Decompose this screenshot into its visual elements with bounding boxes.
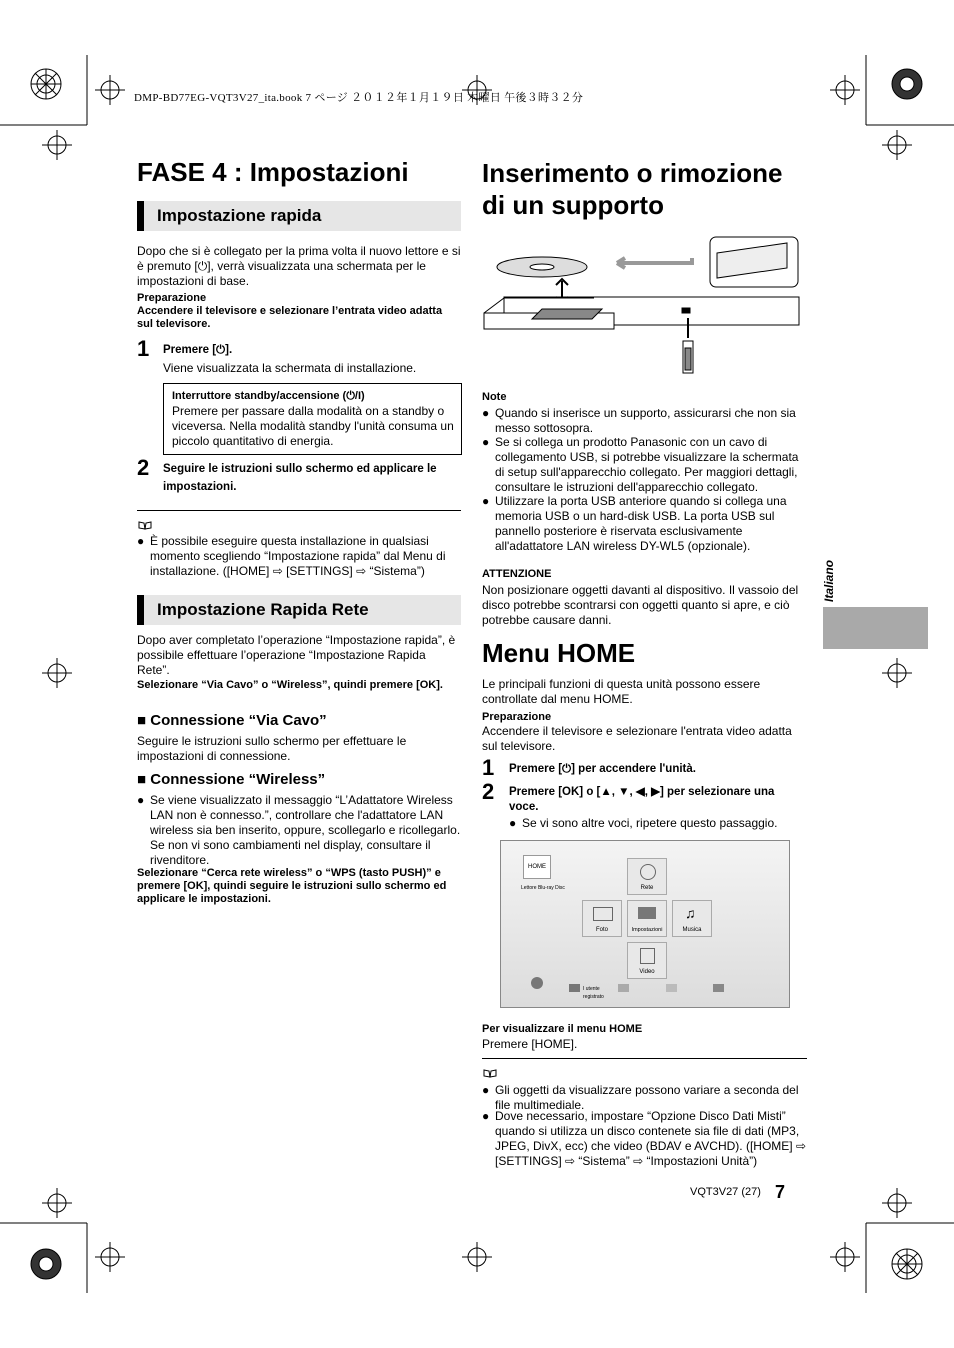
quick-setup-intro: Dopo che si è collegato per la prima volta il nuovo lettore e si è premuto [⏻], verrà visualizzata una schermata per le impostazioni di base.	[137, 244, 461, 288]
menu-item-musica[interactable]: ♫ Musica	[672, 900, 712, 937]
menu-prep-label: Preparazione	[482, 711, 552, 723]
box-text: Premere per passare dalla modalità on a standby o viceversa. Nella modalità standby l'unità consuma un piccolo quantitativo di energia.	[172, 404, 454, 448]
menu-prep-text: Accendere il televisore e selezionare l'entrata video adatta sul televisore.	[482, 724, 792, 753]
prep-text: Accendere il televisore e selezionare l’entrata video adatta sul televisore.	[137, 305, 443, 330]
book-icon	[483, 1069, 497, 1079]
color-key-yellow	[666, 984, 677, 992]
step-desc: Viene visualizzata la schermata di installazione.	[163, 361, 417, 375]
step-number: 2	[482, 779, 495, 804]
prep-label: Preparazione	[137, 292, 207, 304]
menu-intro: Le principali funzioni di questa unità possono essere controllate dal menu HOME.	[482, 677, 761, 706]
menu-home-title: Menu HOME	[482, 638, 636, 668]
wireless-bullet: ● Se viene visualizzato il messaggio “L’Adattatore Wireless LAN non è connesso.”, controllare che l'adattatore LAN wireless sia ben inserito, oppure, scollegarlo e ricollegarlo. Se non vi sono cambiamenti nel display, consultare il rivenditore.	[137, 793, 461, 867]
home-menu-screen	[500, 840, 790, 1008]
cable-text: Seguire le istruzioni sullo schermo per effettuare le impostazioni di connessione.	[137, 734, 407, 763]
color-key-red	[569, 984, 580, 992]
attention-text: Non posizionare oggetti davanti al dispositivo. Il vassoio del disco potrebbe scontrarsi con oggetti quanto si apre, e ciò potrebbe causare danni.	[482, 583, 799, 627]
book-icon	[138, 521, 152, 531]
step-number: 2	[137, 455, 150, 480]
device-label: Lettore Blu-ray Disc	[521, 885, 565, 891]
step-number: 1	[137, 336, 150, 361]
note-label: Note	[482, 391, 507, 403]
print-header: DMP-BD77EG-VQT3V27_ita.book 7 ページ ２０１２年１月１９日 木曜日 午後３時３２分	[134, 92, 584, 104]
menu-item-video[interactable]: Video	[627, 942, 667, 979]
page-number: 7	[775, 1182, 786, 1202]
menu-item-rete[interactable]: Rete	[627, 858, 667, 895]
nav-wheel-icon	[531, 977, 543, 989]
language-tab	[823, 607, 928, 649]
view-home-text: Premere [HOME].	[482, 1037, 578, 1051]
subheading-cable: ■ Connessione “Via Cavo”	[137, 712, 327, 729]
home-label-box: HOME	[523, 855, 551, 879]
step-number: 1	[482, 755, 495, 780]
language-label: Italiano	[822, 559, 836, 602]
menu-item-foto[interactable]: Foto	[582, 900, 622, 937]
doc-code: VQT3V27 (27)	[690, 1186, 761, 1198]
divider	[137, 510, 461, 511]
select-instruction: Selezionare “Via Cavo” o “Wireless”, quindi premere [OK].	[137, 679, 443, 691]
section-heading-quick-setup: Impostazione rapida	[137, 201, 461, 231]
step-title: Premere [⏻] per accendere l'unità.	[509, 763, 696, 775]
insert-title: Inserimento o rimozione di un supporto	[482, 158, 783, 220]
box-title: Interruttore standby/accensione (⏻/I)	[172, 390, 365, 402]
view-home-label: Per visualizzare il menu HOME	[482, 1023, 643, 1035]
wps-instruction: Selezionare “Cerca rete wireless” o “WPS (tasto PUSH)” e premere [OK], quindi seguire le istruzioni sullo schermo ed applicare le impostazioni.	[137, 867, 447, 905]
step-title: Seguire le istruzioni sullo schermo ed applicare le impostazioni.	[163, 463, 437, 493]
step-title: Premere [OK] o [▲, ▼, ◀, ▶] per selezionare una voce.	[509, 786, 775, 813]
attention-label: ATTENZIONE	[482, 568, 552, 580]
footer-label: I utente registrato	[583, 986, 604, 1000]
color-key-blue	[713, 984, 724, 992]
standby-info-box	[163, 383, 462, 455]
network-intro: Dopo aver completato l’operazione “Impostazione rapida”, è possibile effettuare l’operazione “Impostazione Rapida Rete”.	[137, 633, 456, 677]
disc-insertion-illustration	[482, 233, 807, 383]
color-key-green	[618, 984, 629, 992]
page-title: FASE 4 : Impostazioni	[137, 157, 409, 187]
divider	[482, 1058, 807, 1059]
section-heading-network-setup: Impostazione Rapida Rete	[137, 595, 461, 625]
subheading-wireless: ■ Connessione “Wireless”	[137, 771, 326, 788]
step-title: Premere [⏻].	[163, 344, 233, 356]
menu-item-impostazioni[interactable]: Impostazioni	[627, 900, 667, 937]
